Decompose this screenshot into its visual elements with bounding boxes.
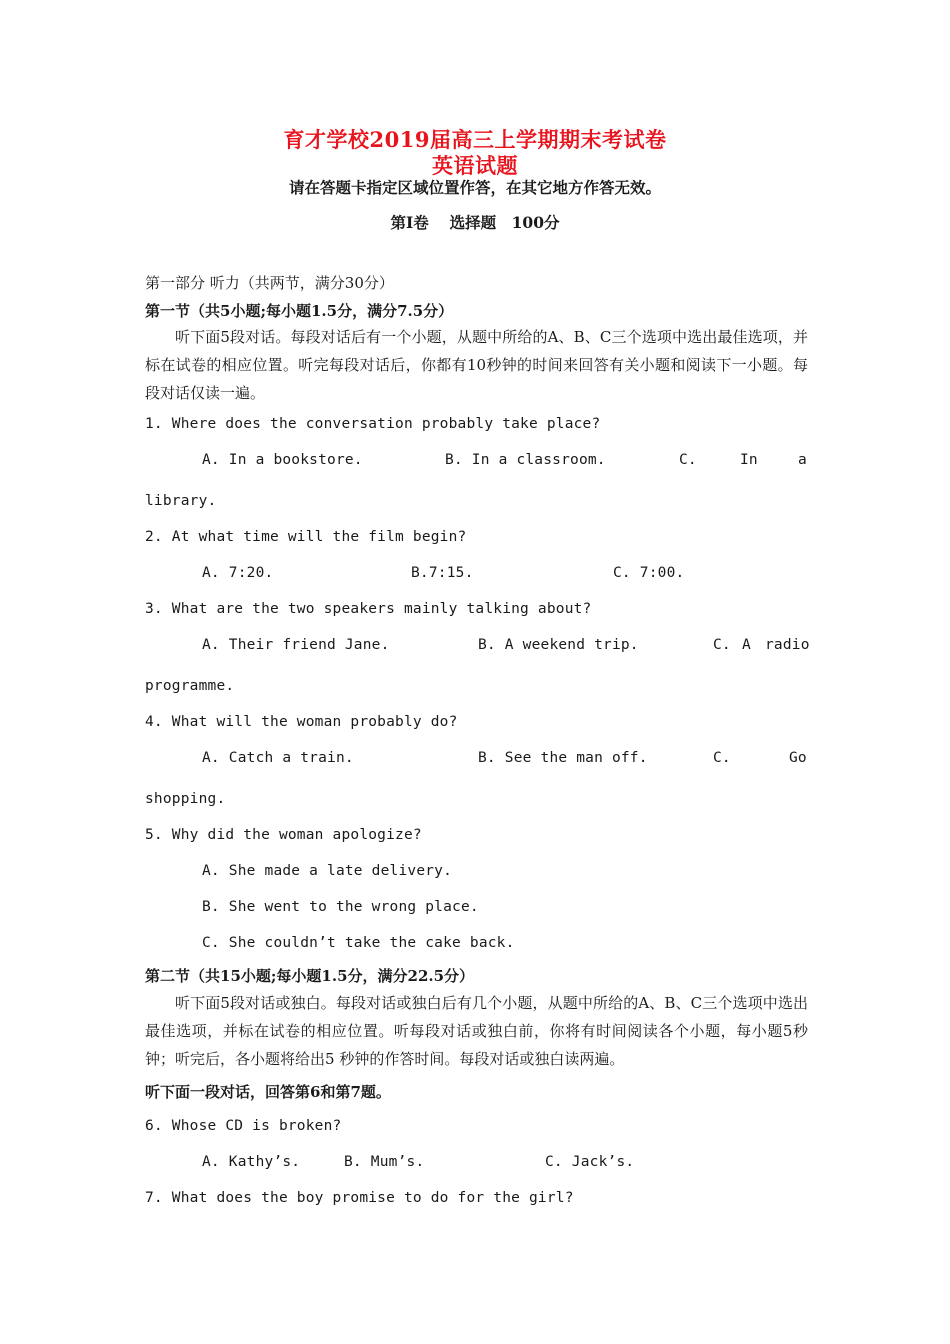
question-5-option-c: C. She couldn’t take the cake back. xyxy=(202,935,515,951)
dialogue-heading: 听下面一段对话，回答第6和第7题。 xyxy=(145,1083,391,1101)
exam-subtitle: 英语试题 xyxy=(432,153,518,178)
question-3-option-c-wrap: programme. xyxy=(145,678,235,694)
question-4-option-c-wrap: shopping. xyxy=(145,791,226,807)
question-6-option-b: B. Mum’s. xyxy=(344,1154,425,1170)
question-3-option-c-label: C. xyxy=(713,637,731,653)
question-5-option-a: A. She made a late delivery. xyxy=(202,863,453,879)
question-1-option-c-wrap: library. xyxy=(145,493,217,509)
question-1-option-a: A. In a bookstore. xyxy=(202,452,363,468)
question-5-stem: 5. Why did the woman apologize? xyxy=(145,827,422,843)
question-5-option-b: B. She went to the wrong place. xyxy=(202,899,479,915)
section1-heading: 第一节（共5小题;每小题1.5分，满分7.5分） xyxy=(145,302,454,320)
question-3-option-b: B. A weekend trip. xyxy=(478,637,639,653)
question-2-option-a: A. 7:20. xyxy=(202,565,274,581)
exam-title: 育才学校2019届高三上学期期末考试卷 xyxy=(283,127,667,152)
question-2-option-c: C. 7:00. xyxy=(613,565,685,581)
question-3-option-c-word: radio xyxy=(765,637,810,653)
question-4-option-c-label: C. xyxy=(713,750,731,766)
question-1-option-c-word: a xyxy=(798,452,807,468)
question-3-option-a: A. Their friend Jane. xyxy=(202,637,390,653)
part1-heading: 第一部分 听力（共两节，满分30分） xyxy=(145,274,394,292)
question-1-option-b: B. In a classroom. xyxy=(445,452,606,468)
question-6-option-c: C. Jack’s. xyxy=(545,1154,635,1170)
question-7-stem: 7. What does the boy promise to do for the girl? xyxy=(145,1190,574,1206)
question-1-option-c-word: In xyxy=(740,452,758,468)
question-3-stem: 3. What are the two speakers mainly talking about? xyxy=(145,601,592,617)
question-6-option-a: A. Kathy’s. xyxy=(202,1154,301,1170)
question-2-stem: 2. At what time will the film begin? xyxy=(145,529,467,545)
question-2-option-b: B.7:15. xyxy=(411,565,474,581)
question-6-stem: 6. Whose CD is broken? xyxy=(145,1118,342,1134)
question-3-option-c-word: A xyxy=(742,637,751,653)
section1-instructions: 听下面5段对话。每段对话后有一个小题，从题中所给的A、B、C三个选项中选出最佳选项，并标在试卷的相应位置。听完每段对话后，你都有10秒钟的时间来回答有关小题和阅读下一小题。每段对话仅读一遍。 xyxy=(145,328,808,402)
answer-notice: 请在答题卡指定区域位置作答，在其它地方作答无效。 xyxy=(288,178,661,197)
volume-label: 第Ⅰ卷 选择题 100分 xyxy=(390,213,560,232)
section2-instructions: 听下面5段对话或独白。每段对话或独白后有几个小题，从题中所给的A、B、C三个选项中选出最佳选项，并标在试卷的相应位置。听每段对话或独白前，你将有时间阅读各个小题，每小题5秒钟；听完后，各小题将给出5 秒钟的作答时间。每段对话或独白读两遍。 xyxy=(145,994,808,1068)
question-1-stem: 1. Where does the conversation probably take place? xyxy=(145,416,601,432)
section2-heading: 第二节（共15小题;每小题1.5分，满分22.5分） xyxy=(145,967,475,985)
question-4-stem: 4. What will the woman probably do? xyxy=(145,714,458,730)
question-4-option-a: A. Catch a train. xyxy=(202,750,354,766)
question-1-option-c-label: C. xyxy=(679,452,697,468)
question-4-option-c-word: Go xyxy=(789,750,807,766)
question-4-option-b: B. See the man off. xyxy=(478,750,648,766)
